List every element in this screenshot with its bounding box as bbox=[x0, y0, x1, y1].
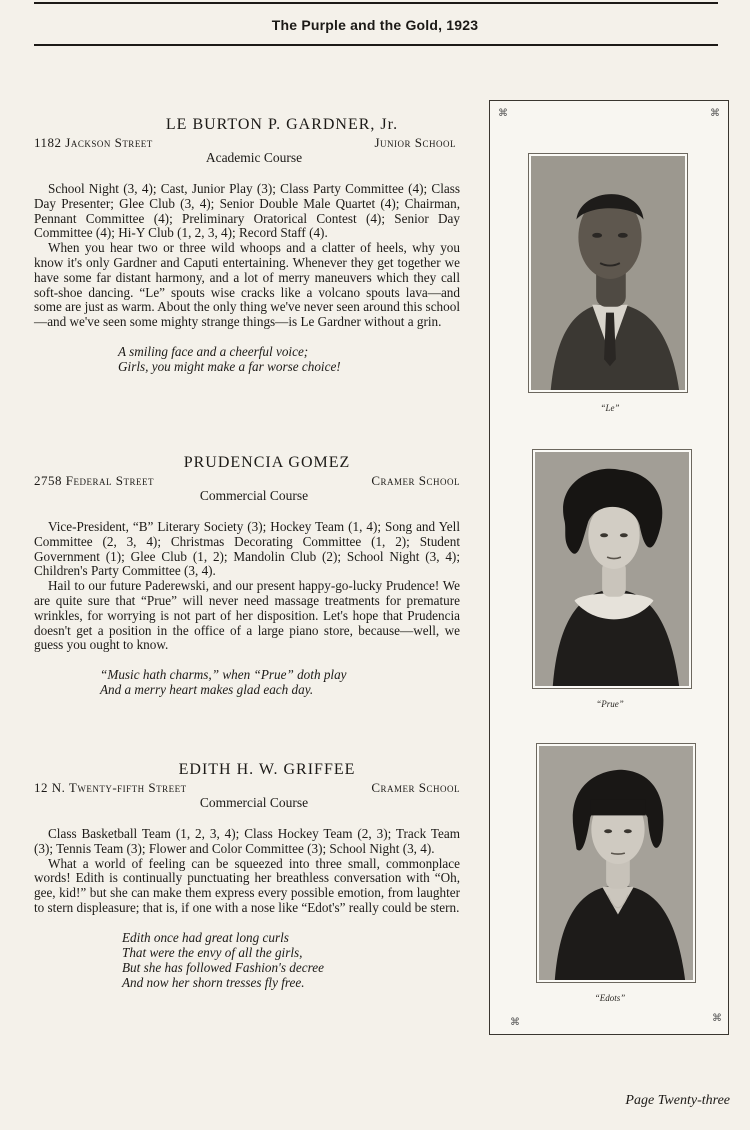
verse-line: And now her shorn tresses fly free. bbox=[122, 974, 305, 990]
street-address: 1182 Jackson Street bbox=[34, 135, 153, 150]
student-name: EDITH H. W. GRIFFEE bbox=[178, 761, 356, 778]
corner-ornament-icon: ⌘ bbox=[510, 1017, 520, 1028]
corner-ornament-icon: ⌘ bbox=[498, 108, 508, 119]
entry-gomez bbox=[34, 454, 460, 697]
address-row bbox=[34, 135, 460, 150]
verse-line: “Music hath charms,” when “Prue” doth play bbox=[100, 667, 347, 683]
school-name: Junior School bbox=[374, 135, 456, 150]
page-number: Page Twenty-three bbox=[625, 1093, 730, 1108]
course-name: Commercial Course bbox=[199, 795, 309, 810]
address-row bbox=[34, 780, 460, 795]
course-name: Academic Course bbox=[205, 150, 303, 165]
verse-line: Edith once had great long curls bbox=[122, 929, 289, 945]
entry-griffee bbox=[34, 761, 460, 990]
page-header-title: The Purple and the Gold, 1923 bbox=[271, 17, 479, 33]
header-rule bbox=[34, 44, 718, 46]
photo-caption: “Le” bbox=[600, 403, 620, 413]
verse-quote bbox=[118, 344, 460, 374]
activities-list: Vice-President, “B” Literary Society (3); Hockey Team (1, 4); Song and Yell Committee (2, 3, 4); Christmas Decorating Committee (1, 2); Student Government (1); Glee Club (1, 2); Mandolin Club (2); School Night (3, 4); Children's Party Committee (3, 4). bbox=[34, 519, 460, 579]
corner-ornament-icon: ⌘ bbox=[712, 1013, 722, 1024]
address-row bbox=[34, 473, 460, 488]
portrait-photo-griffee bbox=[536, 743, 696, 983]
activities-list: Class Basketball Team (1, 2, 3, 4); Class Hockey Team (2, 3); Track Team (3); Tennis Team (3); Flower and Color Committee (3); School Night (3, 4). bbox=[34, 826, 460, 856]
top-rule bbox=[34, 2, 718, 4]
description: What a world of feeling can be squeezed into three small, commonplace words! Edith is continually punctuating her breathless conversation with “Oh, gee, kid!” but she can make them express every possible emotion, from laughter to stern displeasure; that is, if one with a nose like “Edot's” really could be stern. bbox=[34, 855, 460, 915]
portrait-photo-gomez bbox=[532, 449, 692, 689]
school-name: Cramer School bbox=[371, 473, 460, 488]
description: Hail to our future Paderewski, and our present happy-go-lucky Prudence! We are quite sure that “Prue” will never need massage treatments for premature wrinkles, for worrying is not part of her disposition. Let's hope that Prudencia doesn't get a position in the office of a large piano store, because—well, we guess you ought to know. bbox=[34, 578, 460, 653]
verse-line: And a merry heart makes glad each day. bbox=[100, 682, 314, 698]
verse-line: A smiling face and a cheerful voice; bbox=[118, 343, 309, 359]
course-name: Commercial Course bbox=[199, 488, 309, 503]
photo-caption: “Edots” bbox=[594, 993, 626, 1003]
description: When you hear two or three wild whoops and a clatter of heels, why you know it's only Gardner and Caputi entertaining. Whenever they get together we have some far distant harmony, and a lot of merry maneuvers which they call soft-shoe dancing. “Le” spouts wise cracks like a volcano spouts lava—and some are just as warm. About the only thing we've never seen around this school—and we've seen some mighty strange things—is Le Gardner without a grin. bbox=[34, 240, 460, 330]
street-address: 12 N. Twenty-fifth Street bbox=[34, 780, 187, 795]
corner-ornament-icon: ⌘ bbox=[710, 108, 720, 119]
photo-caption: “Prue” bbox=[596, 699, 624, 709]
verse-line: That were the envy of all the girls, bbox=[122, 944, 303, 960]
school-name: Cramer School bbox=[371, 780, 460, 795]
activities-list: School Night (3, 4); Cast, Junior Play (3); Class Party Committee (4); Class Day Presenter; Glee Club (3, 4); Senior Double Male Quartet (4); Chairman, Pennant Committee (4); Preliminary Oratorical Contest (4); Senior Day Committee (4); Hi-Y Club (1, 2, 3, 4); Record Staff (4). bbox=[34, 181, 460, 241]
verse-quote bbox=[122, 930, 460, 990]
portrait-photo-gardner bbox=[528, 153, 688, 393]
verse-quote bbox=[100, 667, 460, 697]
entry-gardner bbox=[34, 116, 460, 374]
student-name: PRUDENCIA GOMEZ bbox=[183, 454, 351, 471]
student-name: LE BURTON P. GARDNER, Jr. bbox=[165, 116, 399, 133]
verse-line: But she has followed Fashion's decree bbox=[122, 959, 324, 975]
photo-panel bbox=[489, 100, 729, 1035]
street-address: 2758 Federal Street bbox=[34, 473, 154, 488]
verse-line: Girls, you might make a far worse choice! bbox=[118, 358, 341, 374]
